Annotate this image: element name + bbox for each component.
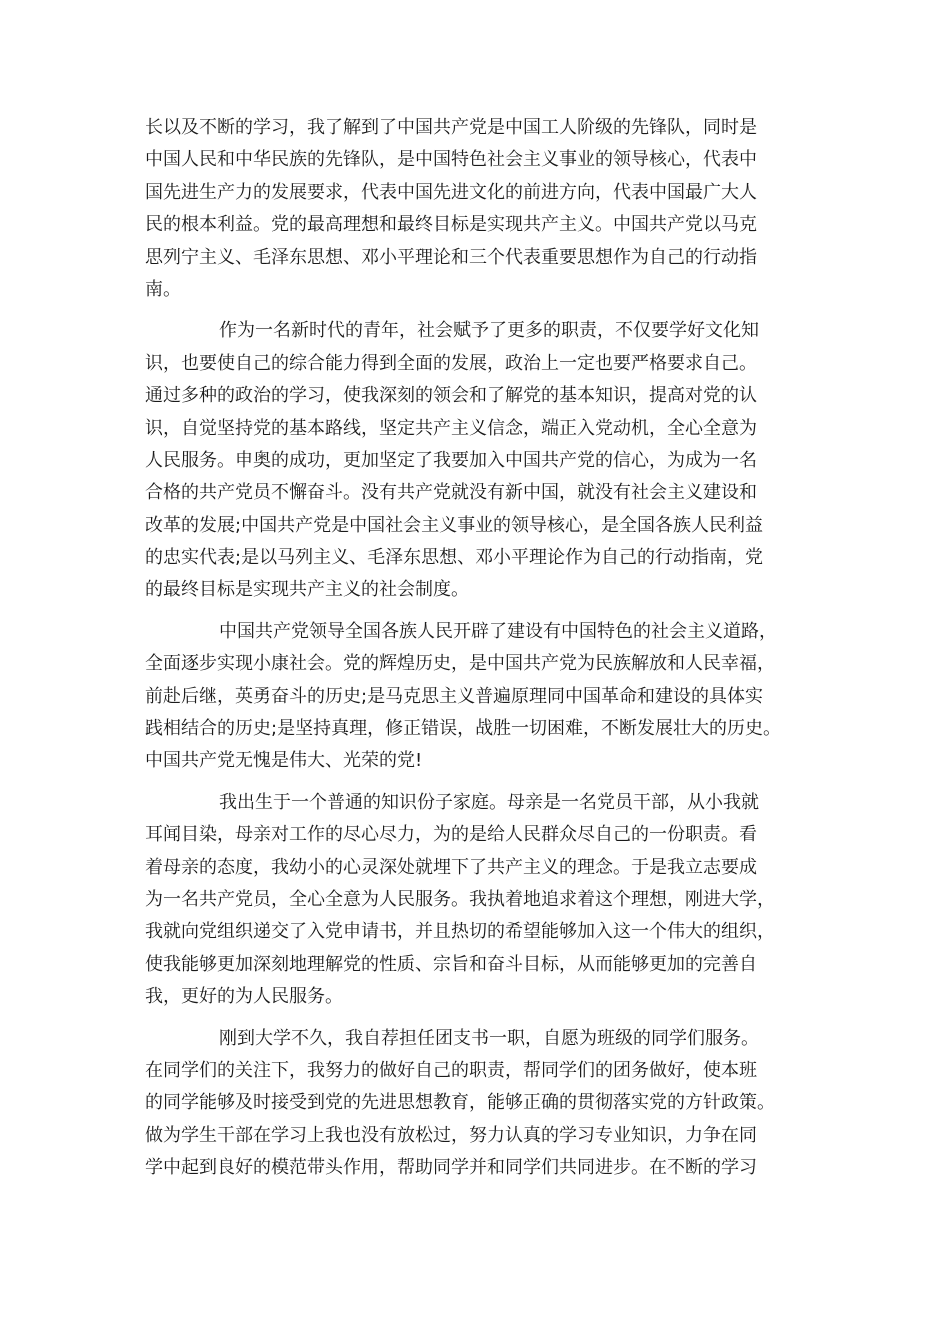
- text-line: 践相结合的历史;是坚持真理，修正错误，战胜一切困难，不断发展壮大的历史。: [145, 718, 782, 740]
- paragraph-4: [145, 787, 805, 1014]
- text-line-first: 中国共产党领导全国各族人民开辟了建设有中国特色的社会主义道路，: [219, 620, 777, 642]
- text-line: 全面逐步实现小康社会。党的辉煌历史，是中国共产党为民族解放和人民幸福，: [145, 653, 775, 675]
- text-line-first: 作为一名新时代的青年，社会赋予了更多的职责，不仅要学好文化知: [219, 320, 759, 342]
- text-line: 中国人民和中华民族的先锋队，是中国特色社会主义事业的领导核心，代表中: [145, 149, 757, 171]
- text-line: 着母亲的态度，我幼小的心灵深处就埋下了共产主义的理念。于是我立志要成: [145, 856, 757, 878]
- text-line: 的同学能够及时接受到党的先进思想教育，能够正确的贯彻落实党的方针政策。: [145, 1092, 775, 1114]
- paragraph-5: [145, 1023, 805, 1185]
- text-line: 前赴后继，英勇奋斗的历史;是马克思主义普遍原理同中国革命和建设的具体实: [145, 685, 764, 707]
- text-line: 的最终目标是实现共产主义的社会制度。: [145, 579, 469, 601]
- text-line: 识，也要使自己的综合能力得到全面的发展，政治上一定也要严格要求自己。: [145, 352, 757, 374]
- text-line: 通过多种的政治的学习，使我深刻的领会和了解党的基本知识，提高对党的认: [145, 385, 757, 407]
- text-line: 思列宁主义、毛泽东思想、邓小平理论和三个代表重要思想作为自己的行动指: [145, 246, 757, 268]
- text-line: 识，自觉坚持党的基本路线，坚定共产主义信念，端正入党动机，全心全意为: [145, 417, 757, 439]
- text-line: 我就向党组织递交了入党申请书，并且热切的希望能够加入这一个伟大的组织，: [145, 921, 775, 943]
- text-line: 学中起到良好的模范带头作用，帮助同学并和同学们共同进步。在不断的学习: [145, 1157, 757, 1179]
- text-line: 南。: [145, 278, 181, 300]
- paragraph-3: [145, 616, 805, 778]
- text-line: 耳闻目染，母亲对工作的尽心尽力，为的是给人民群众尽自己的一份职责。看: [145, 824, 757, 846]
- paragraph-2: [145, 315, 805, 607]
- text-line: 在同学们的关注下，我努力的做好自己的职责，帮同学们的团务做好，使本班: [145, 1059, 757, 1081]
- text-line: 使我能够更加深刻地理解党的性质、宗旨和奋斗目标，从而能够更加的完善自: [145, 953, 757, 975]
- paragraph-1: [145, 112, 805, 306]
- text-line: 民的根本利益。党的最高理想和最终目标是实现共产主义。中国共产党以马克: [145, 214, 757, 236]
- text-line: 人民服务。申奥的成功，更加坚定了我要加入中国共产党的信心，为成为一名: [145, 449, 757, 471]
- text-line-first: 我出生于一个普通的知识份子家庭。母亲是一名党员干部，从小我就: [219, 791, 759, 813]
- text-line: 长以及不断的学习，我了解到了中国共产党是中国工人阶级的先锋队，同时是: [145, 117, 757, 138]
- text-line: 做为学生干部在学习上我也没有放松过，努力认真的学习专业知识，力争在同: [145, 1124, 757, 1146]
- text-line: 为一名共产党员，全心全意为人民服务。我执着地追求着这个理想，刚进大学，: [145, 888, 775, 910]
- document-body: [145, 112, 805, 1194]
- text-line: 我，更好的为人民服务。: [145, 986, 343, 1008]
- text-line-first: 刚到大学不久，我自荐担任团支书一职，自愿为班级的同学们服务。: [219, 1027, 759, 1049]
- text-line: 国先进生产力的发展要求，代表中国先进文化的前进方向，代表中国最广大人: [145, 181, 757, 203]
- text-line: 改革的发展;中国共产党是中国社会主义事业的领导核心，是全国各族人民利益: [145, 514, 764, 536]
- text-line: 合格的共产党员不懈奋斗。没有共产党就没有新中国，就没有社会主义建设和: [145, 482, 757, 504]
- text-line: 的忠实代表;是以马列主义、毛泽东思想、邓小平理论作为自己的行动指南，党: [145, 547, 764, 569]
- text-line: 中国共产党无愧是伟大、光荣的党!: [145, 750, 423, 772]
